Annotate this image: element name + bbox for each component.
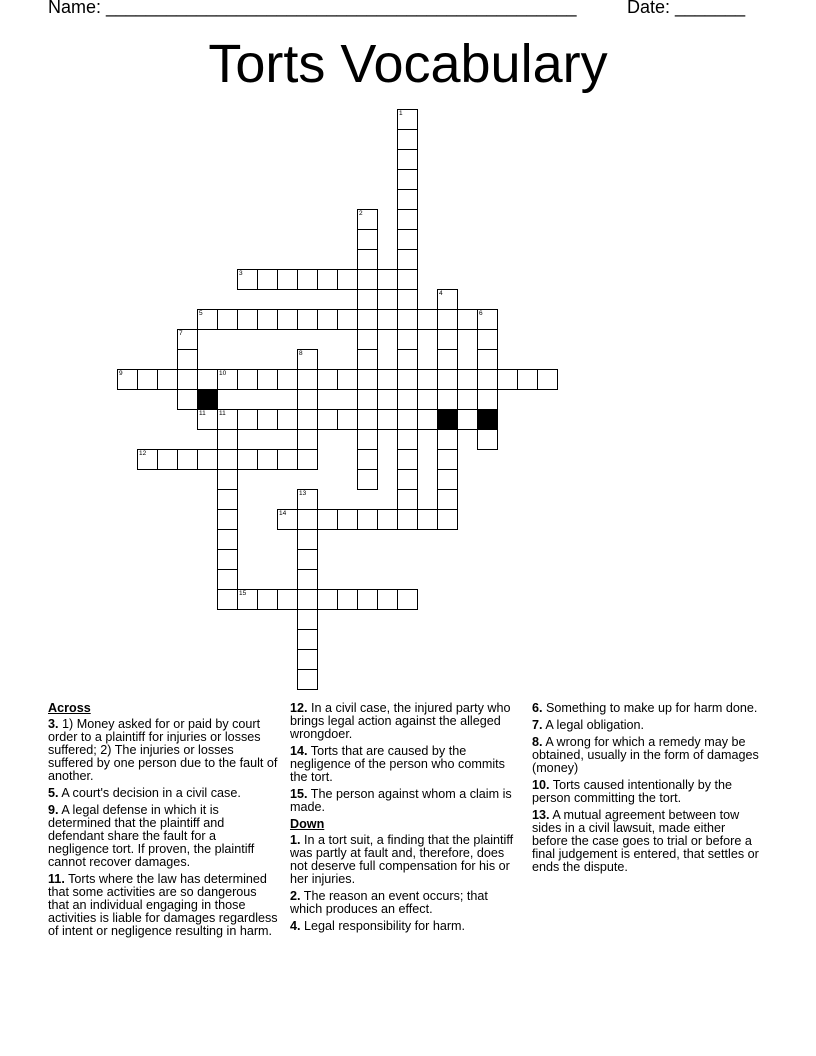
crossword-cell[interactable] — [317, 309, 338, 330]
crossword-cell[interactable] — [377, 589, 398, 610]
crossword-cell[interactable] — [457, 369, 478, 390]
crossword-cell[interactable] — [477, 429, 498, 450]
clue-text: 1) Money asked for or paid by court order to a plaintiff for injuries or losses suffered; 2) The injuries or losses suffered by one person due to the fault of another. — [48, 717, 278, 783]
crossword-cell[interactable] — [437, 429, 458, 450]
clue-number: 2. — [290, 889, 301, 903]
cell-number: 3 — [239, 270, 243, 277]
crossword-cell[interactable] — [337, 409, 358, 430]
crossword-cell[interactable] — [437, 449, 458, 470]
clue-item — [48, 787, 280, 800]
crossword-cell[interactable] — [397, 489, 418, 510]
crossword-cell[interactable] — [377, 409, 398, 430]
crossword-cell[interactable] — [357, 269, 378, 290]
crossword-cell[interactable] — [217, 429, 238, 450]
crossword-black-cell — [197, 389, 218, 410]
clues-column-3 — [532, 702, 760, 878]
crossword-cell[interactable] — [117, 369, 138, 390]
crossword-cell[interactable] — [297, 449, 318, 470]
crossword-cell[interactable] — [277, 309, 298, 330]
crossword-cell[interactable] — [217, 369, 238, 390]
crossword-cell[interactable] — [217, 489, 238, 510]
crossword-cell[interactable] — [357, 249, 378, 270]
clue-text: Torts caused intentionally by the person committing the tort. — [532, 778, 733, 805]
crossword-cell[interactable] — [317, 409, 338, 430]
crossword-cell[interactable] — [517, 369, 538, 390]
crossword-cell[interactable] — [477, 349, 498, 370]
cell-number: 2 — [359, 210, 363, 217]
clue-text: In a tort suit, a finding that the plaintiff was partly at fault and, therefore, does not deserve full compensation for his or her injuries. — [290, 833, 514, 886]
crossword-cell[interactable] — [357, 469, 378, 490]
crossword-cell[interactable] — [397, 129, 418, 150]
clues-column-2 — [290, 702, 522, 937]
crossword-cell[interactable] — [217, 569, 238, 590]
crossword-cell[interactable] — [257, 269, 278, 290]
crossword-cell[interactable] — [297, 649, 318, 670]
clue-text: A legal defense in which it is determined that the plaintiff and defendant share the fault for a negligence tort. If proven, the plaintiff cannot recover damages. — [48, 803, 255, 869]
crossword-cell[interactable] — [237, 589, 258, 610]
clue-item — [48, 804, 280, 869]
crossword-cell[interactable] — [177, 349, 198, 370]
crossword-cell[interactable] — [317, 269, 338, 290]
crossword-cell[interactable] — [377, 509, 398, 530]
clue-text: A court's decision in a civil case. — [58, 786, 241, 800]
crossword-cell[interactable] — [397, 589, 418, 610]
crossword-cell[interactable] — [357, 209, 378, 230]
crossword-cell[interactable] — [357, 389, 378, 410]
crossword-cell[interactable] — [177, 449, 198, 470]
clue-number: 4. — [290, 919, 301, 933]
cell-number: 10 — [219, 370, 227, 377]
clue-item — [48, 873, 280, 938]
crossword-cell[interactable] — [337, 589, 358, 610]
clue-number: 14. — [290, 744, 308, 758]
crossword-cell[interactable] — [137, 449, 158, 470]
cell-number: 5 — [199, 310, 203, 317]
clue-number: 13. — [532, 808, 550, 822]
clue-number: 15. — [290, 787, 308, 801]
crossword-cell[interactable] — [217, 529, 238, 550]
crossword-cell[interactable] — [397, 149, 418, 170]
crossword-cell[interactable] — [237, 269, 258, 290]
cell-number: 8 — [299, 350, 303, 357]
crossword-cell[interactable] — [357, 229, 378, 250]
crossword-cell[interactable] — [337, 369, 358, 390]
crossword-cell[interactable] — [257, 369, 278, 390]
clue-number: 12. — [290, 701, 308, 715]
cell-number: 7 — [179, 330, 183, 337]
crossword-cell[interactable] — [397, 169, 418, 190]
clue-number: 8. — [532, 735, 543, 749]
crossword-cell[interactable] — [397, 109, 418, 130]
clue-text: A wrong for which a remedy may be obtained, usually in the form of damages (money) — [532, 735, 759, 775]
cell-number: 11 — [219, 410, 226, 417]
crossword-cell[interactable] — [397, 189, 418, 210]
crossword-cell[interactable] — [397, 429, 418, 450]
crossword-cell[interactable] — [397, 369, 418, 390]
crossword-cell[interactable] — [197, 309, 218, 330]
clue-item — [532, 719, 760, 732]
clue-item — [290, 788, 522, 814]
crossword-cell[interactable] — [397, 449, 418, 470]
page-title: Torts Vocabulary — [208, 34, 608, 94]
crossword-cell[interactable] — [297, 669, 318, 690]
crossword-cell[interactable] — [217, 469, 238, 490]
crossword-cell[interactable] — [297, 509, 318, 530]
clue-text: Something to make up for harm done. — [542, 701, 758, 715]
crossword-cell[interactable] — [357, 589, 378, 610]
clue-number: 5. — [48, 786, 59, 800]
crossword-cell[interactable] — [197, 409, 218, 430]
crossword-cell[interactable] — [257, 309, 278, 330]
crossword-cell[interactable] — [417, 369, 438, 390]
cell-number: 9 — [119, 370, 123, 377]
crossword-cell[interactable] — [277, 509, 298, 530]
crossword-cell[interactable] — [297, 269, 318, 290]
crossword-cell[interactable] — [357, 409, 378, 430]
crossword-cell[interactable] — [397, 249, 418, 270]
crossword-cell[interactable] — [437, 389, 458, 410]
crossword-cell[interactable] — [297, 309, 318, 330]
crossword-cell[interactable] — [537, 369, 558, 390]
cell-number: 14 — [279, 510, 287, 517]
crossword-cell[interactable] — [237, 409, 258, 430]
crossword-cell[interactable] — [437, 329, 458, 350]
crossword-cell[interactable] — [437, 369, 458, 390]
clues-column-1 — [48, 702, 280, 942]
crossword-cell[interactable] — [237, 309, 258, 330]
cell-number: 4 — [439, 290, 443, 297]
crossword-cell[interactable] — [457, 309, 478, 330]
clue-item — [532, 779, 760, 805]
crossword-cell[interactable] — [237, 449, 258, 470]
clue-item — [532, 702, 760, 715]
crossword-cell[interactable] — [437, 489, 458, 510]
crossword-cell[interactable] — [257, 449, 278, 470]
crossword-cell[interactable] — [417, 309, 438, 330]
cell-number: 11 — [199, 410, 206, 417]
crossword-cell[interactable] — [297, 529, 318, 550]
crossword-cell[interactable] — [477, 389, 498, 410]
crossword-cell[interactable] — [397, 309, 418, 330]
crossword-cell[interactable] — [357, 289, 378, 310]
clue-number: 7. — [532, 718, 543, 732]
crossword-cell[interactable] — [397, 509, 418, 530]
cell-number: 13 — [299, 490, 307, 497]
crossword-cell[interactable] — [297, 589, 318, 610]
crossword-cell[interactable] — [437, 349, 458, 370]
crossword-cell[interactable] — [297, 609, 318, 630]
clue-text: A mutual agreement between tow sides in a civil lawsuit, made either before the case goes to trial or before a final judgement is entered, that settles or ends the dispute. — [532, 808, 759, 874]
crossword-cell[interactable] — [397, 209, 418, 230]
crossword-cell[interactable] — [177, 369, 198, 390]
crossword-cell[interactable] — [177, 389, 198, 410]
crossword-cell[interactable] — [397, 389, 418, 410]
crossword-cell[interactable] — [277, 269, 298, 290]
crossword-cell[interactable] — [337, 309, 358, 330]
cell-number: 15 — [239, 590, 247, 597]
crossword-cell[interactable] — [357, 449, 378, 470]
crossword-cell[interactable] — [357, 329, 378, 350]
crossword-cell[interactable] — [277, 369, 298, 390]
cell-number: 1 — [399, 110, 403, 117]
clue-heading: Down — [290, 817, 325, 831]
clue-number: 6. — [532, 701, 543, 715]
crossword-cell[interactable] — [357, 349, 378, 370]
crossword-cell[interactable] — [217, 449, 238, 470]
crossword-cell[interactable] — [157, 369, 178, 390]
crossword-cell[interactable] — [297, 629, 318, 650]
crossword-cell[interactable] — [417, 409, 438, 430]
clue-text: In a civil case, the injured party who brings legal action against the alleged wrongdoer. — [290, 701, 511, 741]
crossword-cell[interactable] — [357, 509, 378, 530]
crossword-cell[interactable] — [257, 409, 278, 430]
crossword-cell[interactable] — [297, 389, 318, 410]
clue-number: 1. — [290, 833, 301, 847]
clue-number: 10. — [532, 778, 550, 792]
crossword-cell[interactable] — [437, 509, 458, 530]
crossword-cell[interactable] — [177, 329, 198, 350]
crossword-cell[interactable] — [297, 369, 318, 390]
crossword-cell[interactable] — [377, 269, 398, 290]
clue-item — [290, 890, 522, 916]
crossword-cell[interactable] — [317, 509, 338, 530]
crossword-cell[interactable] — [357, 309, 378, 330]
crossword-cell[interactable] — [197, 369, 218, 390]
crossword-cell[interactable] — [277, 449, 298, 470]
clue-text: Torts that are caused by the negligence of the person who commits the tort. — [290, 744, 505, 784]
crossword-cell[interactable] — [217, 549, 238, 570]
clue-item — [290, 920, 522, 933]
crossword-cell[interactable] — [397, 409, 418, 430]
crossword-cell[interactable] — [297, 349, 318, 370]
clue-number: 3. — [48, 717, 59, 731]
crossword-cell[interactable] — [357, 429, 378, 450]
crossword-cell[interactable] — [137, 369, 158, 390]
crossword-cell[interactable] — [317, 369, 338, 390]
clue-text: A legal obligation. — [542, 718, 645, 732]
crossword-cell[interactable] — [197, 449, 218, 470]
crossword-cell[interactable] — [477, 309, 498, 330]
crossword-cell[interactable] — [377, 369, 398, 390]
crossword-cell[interactable] — [297, 569, 318, 590]
date-field[interactable]: Date: _______ — [627, 0, 746, 17]
crossword-cell[interactable] — [397, 269, 418, 290]
crossword-cell[interactable] — [257, 589, 278, 610]
crossword-cell[interactable] — [217, 589, 238, 610]
clue-item — [48, 718, 280, 783]
cell-number: 12 — [139, 450, 147, 457]
crossword-cell[interactable] — [357, 369, 378, 390]
crossword-cell[interactable] — [337, 509, 358, 530]
crossword-cell[interactable] — [297, 429, 318, 450]
clue-item — [532, 809, 760, 874]
crossword-cell[interactable] — [397, 229, 418, 250]
crossword-cell[interactable] — [277, 589, 298, 610]
clue-item — [290, 834, 522, 886]
crossword-cell[interactable] — [457, 409, 478, 430]
crossword-cell[interactable] — [397, 329, 418, 350]
crossword-cell[interactable] — [157, 449, 178, 470]
crossword-black-cell — [477, 409, 498, 430]
crossword-cell[interactable] — [497, 369, 518, 390]
crossword-cell[interactable] — [437, 309, 458, 330]
clue-text: The reason an event occurs; that which produces an effect. — [290, 889, 488, 916]
crossword-cell[interactable] — [437, 289, 458, 310]
crossword-cell[interactable] — [297, 549, 318, 570]
crossword-cell[interactable] — [437, 469, 458, 490]
crossword-cell[interactable] — [297, 409, 318, 430]
name-field[interactable]: Name: _______________________________________________ — [48, 0, 577, 17]
crossword-cell[interactable] — [217, 509, 238, 530]
crossword-cell[interactable] — [397, 469, 418, 490]
crossword-cell[interactable] — [217, 409, 238, 430]
crossword-cell[interactable] — [397, 349, 418, 370]
crossword-cell[interactable] — [477, 369, 498, 390]
clue-item — [290, 702, 522, 741]
crossword-black-cell — [437, 409, 458, 430]
crossword-cell[interactable] — [277, 409, 298, 430]
clue-item — [532, 736, 760, 775]
crossword-cell[interactable] — [477, 329, 498, 350]
clue-item — [290, 745, 522, 784]
cell-number: 6 — [479, 310, 483, 317]
crossword-cell[interactable] — [417, 509, 438, 530]
crossword-cell[interactable] — [217, 309, 238, 330]
crossword-cell[interactable] — [317, 589, 338, 610]
clue-text: Torts where the law has determined that some activities are so dangerous that an individual engaging in those activities is liable for damages regardless of intent or negligence resulting in harm. — [48, 872, 278, 938]
crossword-cell[interactable] — [337, 269, 358, 290]
clue-heading: Across — [48, 701, 91, 715]
clue-number: 9. — [48, 803, 59, 817]
crossword-cell[interactable] — [237, 369, 258, 390]
clue-text: The person against whom a claim is made. — [290, 787, 512, 814]
clue-text: Legal responsibility for harm. — [300, 919, 466, 933]
clue-number: 11. — [48, 872, 65, 886]
crossword-cell[interactable] — [297, 489, 318, 510]
crossword-cell[interactable] — [397, 289, 418, 310]
crossword-cell[interactable] — [377, 309, 398, 330]
